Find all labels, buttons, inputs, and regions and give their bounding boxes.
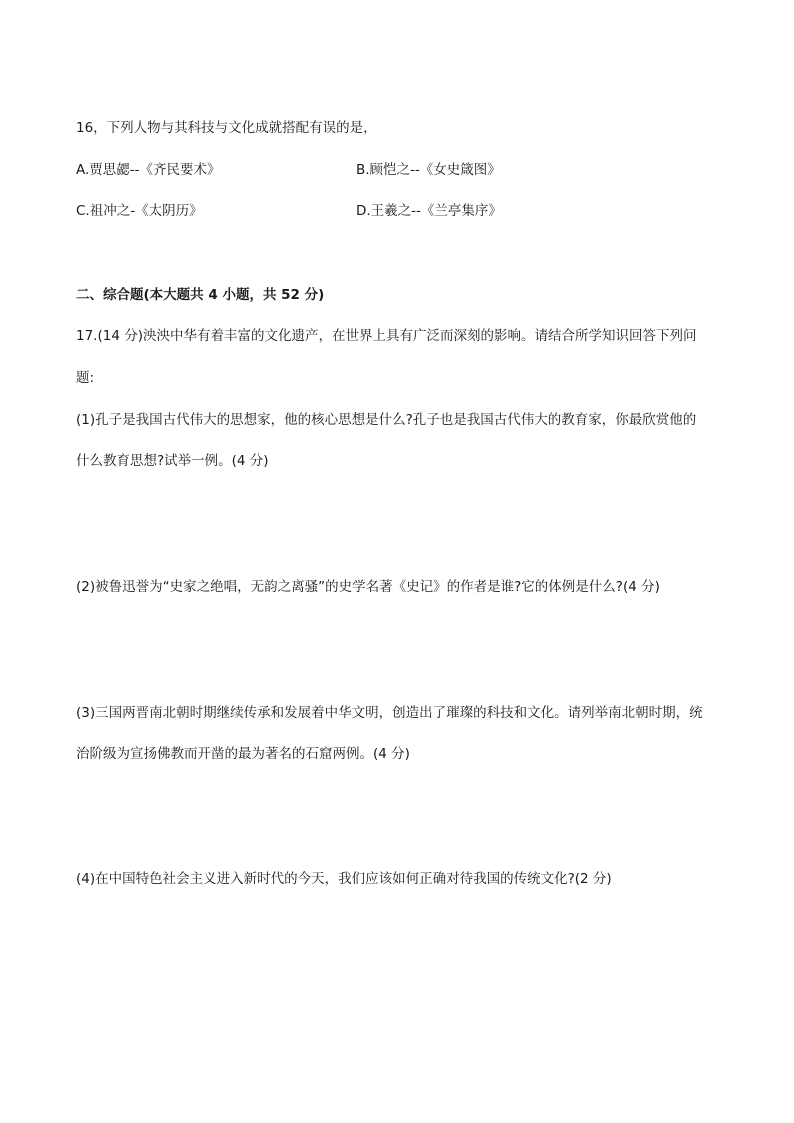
question-17-sub-2: (2)被鲁迅誉为“史家之绝唱，无韵之离骚”的史学名著《史记》的作者是谁?它的体例是什么?(4 分) [76, 579, 660, 595]
question-16-stem: 16，下列人物与其科技与文化成就搭配有误的是， [76, 120, 377, 136]
question-16-option-a: A.贾思勰--《齐民要术》 [76, 162, 221, 178]
question-17-sub-3-line-2: 治阶级为宣扬佛教而开凿的最为著名的石窟两例。(4 分) [76, 746, 410, 762]
question-17-sub-1-line-2: 什么教育思想?试举一例。(4 分) [76, 453, 269, 469]
question-16-option-d: D.王羲之--《兰亭集序》 [356, 203, 502, 219]
section-2-heading: 二、综合题(本大题共 4 小题，共 52 分) [76, 287, 325, 303]
question-17-sub-3-line-1: (3)三国两晋南北朝时期继续传承和发展着中华文明，创造出了璀璨的科技和文化。请列举南北朝时期，统 [76, 705, 703, 721]
question-16-option-c: C.祖冲之-《太阴历》 [76, 203, 203, 219]
question-17-stem-line-1: 17.(14 分)泱泱中华有着丰富的文化遗产，在世界上具有广泛而深刻的影响。请结合所学知识回答下列问 [76, 328, 697, 344]
question-17-sub-1-line-1: (1)孔子是我国古代伟大的思想家，他的核心思想是什么?孔子也是我国古代伟大的教育家，你最欣赏他的 [76, 412, 697, 428]
question-17-sub-4: (4)在中国特色社会主义进入新时代的今天，我们应该如何正确对待我国的传统文化?(2 分) [76, 871, 612, 887]
question-16-option-b: B.顾恺之--《女史箴图》 [356, 162, 501, 178]
question-17-stem-line-2: 题: [76, 370, 95, 386]
